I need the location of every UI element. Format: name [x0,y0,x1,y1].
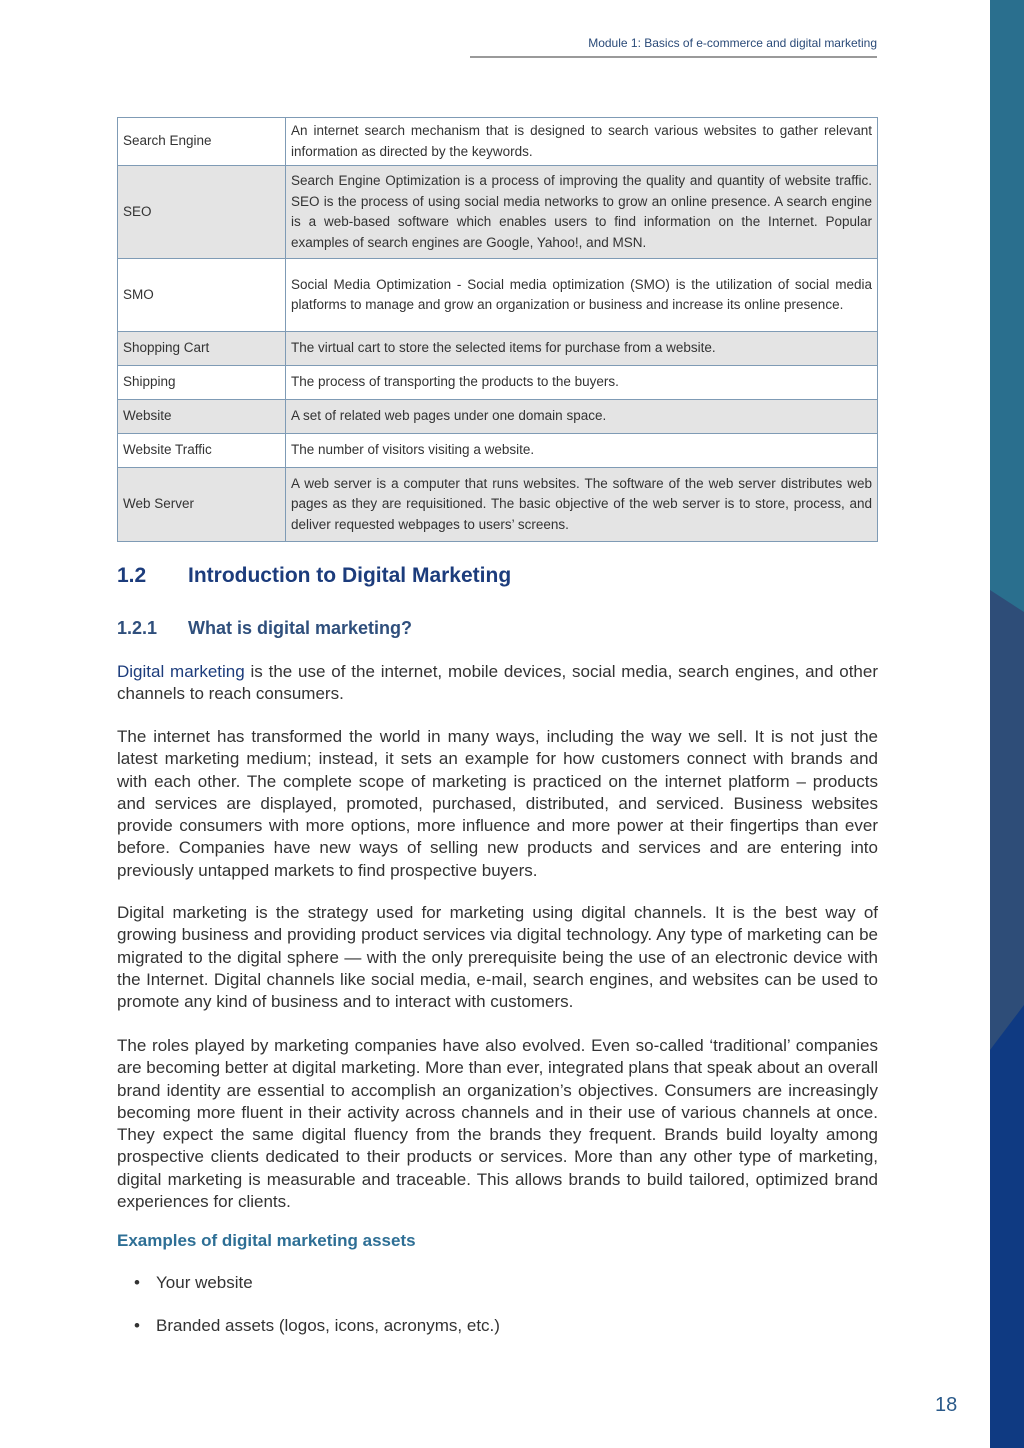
header-rule [470,56,877,58]
glossary-term: Web Server [118,468,286,542]
glossary-term: Search Engine [118,118,286,166]
list-item-text: Your website [156,1273,253,1292]
glossary-definition: The number of visitors visiting a website. [286,434,878,468]
paragraph-strategy: Digital marketing is the strategy used for marketing using digital channels. It is the best way of growing business and providing product services via digital technology. Any type of marketing can be migrated to the digital sphere — with the only prerequisite being the use of an electronic device with the Internet. Digital channels like social media, e-mail, search engines, and websites can be used to promote any kind of business and to interact with customers. [117,903,878,1012]
side-decoration [990,0,1024,1448]
glossary-term: Shipping [118,366,286,400]
table-row [118,118,878,166]
list-item [131,1272,500,1294]
table-row [118,259,878,332]
section-heading [117,564,511,588]
side-stripe-graphic [990,0,1024,1448]
glossary-definition: Social Media Optimization - Social media optimization (SMO) is the utilization of social media platforms to manage and grow an organization or business and increase its online presence. [286,259,878,332]
paragraph-text: is the use of the internet, mobile devices, social media, search engines, and other channels to reach consumers. [117,662,878,704]
table-row [118,468,878,542]
table-row [118,332,878,366]
paragraph-internet: The internet has transformed the world in many ways, including the way we sell. It is not just the latest marketing medium; instead, it sets an example for how customers connect with brands and with each other. The complete scope of marketing is practiced on the internet platform – products and services are displayed, promoted, purchased, distributed, and serviced. Business websites provide consumers with more options, more influence and more power at their fingertips than ever before. Companies have new ways of selling new products and services and are entering into previously untapped markets to find prospective buyers. [117,727,878,880]
page-number: 18 [935,1394,958,1416]
glossary-table [117,117,878,542]
section-title: Introduction to Digital Marketing [188,564,512,587]
glossary-term: SEO [118,166,286,259]
table-row [118,166,878,259]
subsection-number: 1.2.1 [117,618,158,638]
bullet-marker: • [134,1316,140,1335]
running-header: Module 1: Basics of e-commerce and digital marketing [588,36,877,50]
glossary-definition: A set of related web pages under one domain space. [286,400,878,434]
glossary-term: Website [118,400,286,434]
keyword-digital-marketing: Digital marketing [117,662,245,681]
glossary-definition: Search Engine Optimization is a process of improving the quality and quantity of website traffic. SEO is the process of using social media networks to grow an online presence. A search engine is a web-based software which enables users to find information on the Internet. Popular examples of search engines are Google, Yahoo!, and MSN. [286,166,878,259]
glossary-definition: The process of transporting the products to the buyers. [286,366,878,400]
examples-heading: Examples of digital marketing assets [117,1231,416,1250]
glossary-definition: A web server is a computer that runs websites. The software of the web server distributes web pages as they are requisitioned. The basic objective of the web server is to store, process, and deliver requested webpages to users’ screens. [286,468,878,542]
list-item-text: Branded assets (logos, icons, acronyms, etc.) [156,1316,500,1335]
examples-list [131,1272,500,1358]
subsection-heading [117,618,412,639]
glossary-term: Shopping Cart [118,332,286,366]
section-number: 1.2 [117,564,147,587]
bullet-marker: • [134,1273,140,1292]
glossary-definition: The virtual cart to store the selected items for purchase from a website. [286,332,878,366]
glossary-definition: An internet search mechanism that is designed to search various websites to gather relevant information as directed by the keywords. [286,118,878,166]
table-row [118,400,878,434]
paragraph-roles: The roles played by marketing companies have also evolved. Even so-called ‘traditional’ companies are becoming better at digital marketing. More than ever, integrated plans that speak about an overall brand identity are essential to accomplish an organization’s objectives. Consumers are increasingly becoming more fluent in their activity across channels and in their use of various channels at once. They expect the same digital fluency from the brands they frequent. Brands build loyalty among prospective clients dedicated to their products or services. More than any other type of marketing, digital marketing is measurable and traceable. This allows brands to build tailored, optimized brand experiences for clients. [117,1036,878,1212]
subsection-title: What is digital marketing? [188,618,413,638]
glossary-term: Website Traffic [118,434,286,468]
list-item [131,1315,500,1337]
glossary-term: SMO [118,259,286,332]
table-row [118,434,878,468]
table-row [118,366,878,400]
paragraph-definition [117,661,878,706]
